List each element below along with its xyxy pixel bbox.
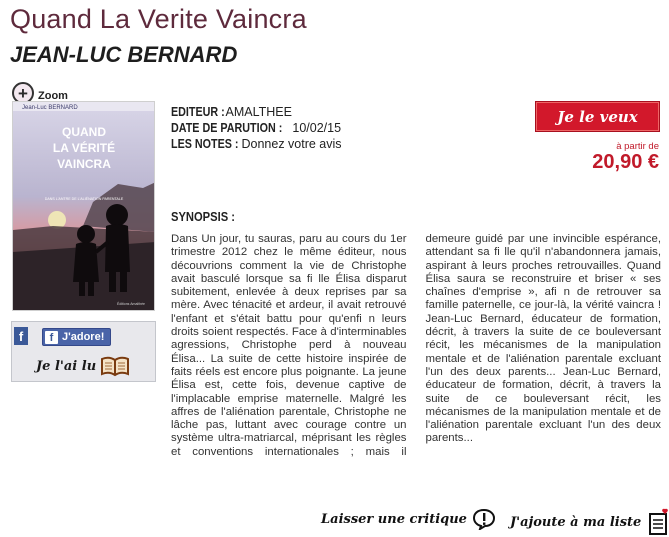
buy-button-label: Je le veux	[557, 107, 638, 126]
zoom-label: Zoom	[38, 90, 68, 102]
price: 20,90 €	[592, 151, 659, 173]
cover-title-line-2: LA VÉRITÉ	[52, 141, 116, 155]
plus-icon: +	[12, 82, 34, 104]
notes-link[interactable]: Donnez votre avis	[241, 137, 342, 151]
open-book-icon	[100, 355, 130, 377]
synopsis-heading: SYNOPSIS :	[171, 209, 236, 224]
list-heart-icon	[646, 508, 669, 536]
add-to-list-button[interactable]	[510, 508, 669, 536]
price-from-label: à partir de	[616, 141, 659, 152]
facebook-icon[interactable]: f	[14, 327, 28, 345]
book-meta	[171, 104, 342, 152]
date-value: 10/02/15	[292, 121, 342, 135]
editor-label: EDITEUR :	[171, 105, 225, 119]
read-it-label: Je l'ai lu	[36, 358, 97, 374]
synopsis-text	[171, 233, 661, 499]
book-author[interactable]: JEAN-LUC BERNARD	[10, 42, 238, 67]
child-head-shape	[106, 204, 128, 226]
cover-publisher: Éditions Amalthée	[116, 302, 146, 306]
leave-review-button[interactable]	[321, 508, 496, 530]
cover-title-line-1: QUAND	[62, 125, 106, 139]
cover-author: Jean-Luc BERNARD	[22, 105, 78, 111]
book-title: Quand La Verite Vaincra	[10, 4, 307, 34]
social-box	[11, 321, 156, 382]
buy-button[interactable]	[535, 101, 660, 132]
like-label: J'adore!	[62, 331, 105, 343]
date-label: DATE DE PARUTION :	[171, 121, 283, 135]
notes-label: LES NOTES :	[171, 137, 239, 151]
book-cover[interactable]	[12, 101, 155, 311]
facebook-small-icon: f	[45, 331, 58, 344]
synopsis-paragraph: Dans Un jour, tu sauras, paru au cours du 1er trimestre 2012 chez le même éditeur, nous découvrions comment la vie de Christophe avait basculé lorsque sa fi lle Élisa disparut subitement, enlevée à deux reprises par sa mère. Avec ténacité et ardeur, il avait retrouvé l'enfant et s'était battu pour qu'enfi n leurs droits soient respectés. Face à d'interminables agressions, Christophe perd à nouveau Élisa... La suite de cette histoire inspirée de faits réels est encore plus poignante. La jeune Élisa est, cette fois, devenue captive de l'implacable emprise maternelle. Malgré les affres de l'aliénation parentale, Christophe ne lâche pas, luttant avec courage contre un système ultra-matriarcal, méprisant les règles et conventions internationales ; mais il demeure guidé par une invincible espérance, attendant sa fi lle qu'il n'abandonnera jamais, aspirant à leurs proches retrouvailles. Quand Élisa saura se reconstruire et briser « ses chaînes d'emprise », afi n de retrouver sa famille paternelle, ce jour-là, la vérité vaincra ! Jean-Luc Bernard, éducateur de formation, décrit, à travers la suite de ce bouleversant récit, les mécanismes de la manipulation mentale et de l'aliénation parentale excluant l'un des deux parents... Jean-Luc Bernard, éducateur de formation, décrit, à travers la suite de ce bouleversant récit, les mécanismes de la manipulation mentale et de l'aliénation parentale excluant l'un des deux parents...	[171, 233, 661, 458]
girl-head-shape	[77, 225, 95, 243]
speech-bubble-exclamation-icon	[472, 508, 496, 530]
add-to-list-label: J'ajoute à ma liste	[510, 514, 642, 530]
editor-value[interactable]: AMALTHEE	[225, 105, 292, 119]
cover-title-line-3: VAINCRA	[57, 157, 111, 171]
facebook-like-button[interactable]	[42, 328, 111, 346]
leave-review-label: Laisser une critique	[321, 511, 467, 527]
read-it-button[interactable]	[36, 355, 130, 377]
cover-subtitle: DANS L'ANTRE DE L'ALIÉNATION PARENTALE	[44, 197, 124, 201]
